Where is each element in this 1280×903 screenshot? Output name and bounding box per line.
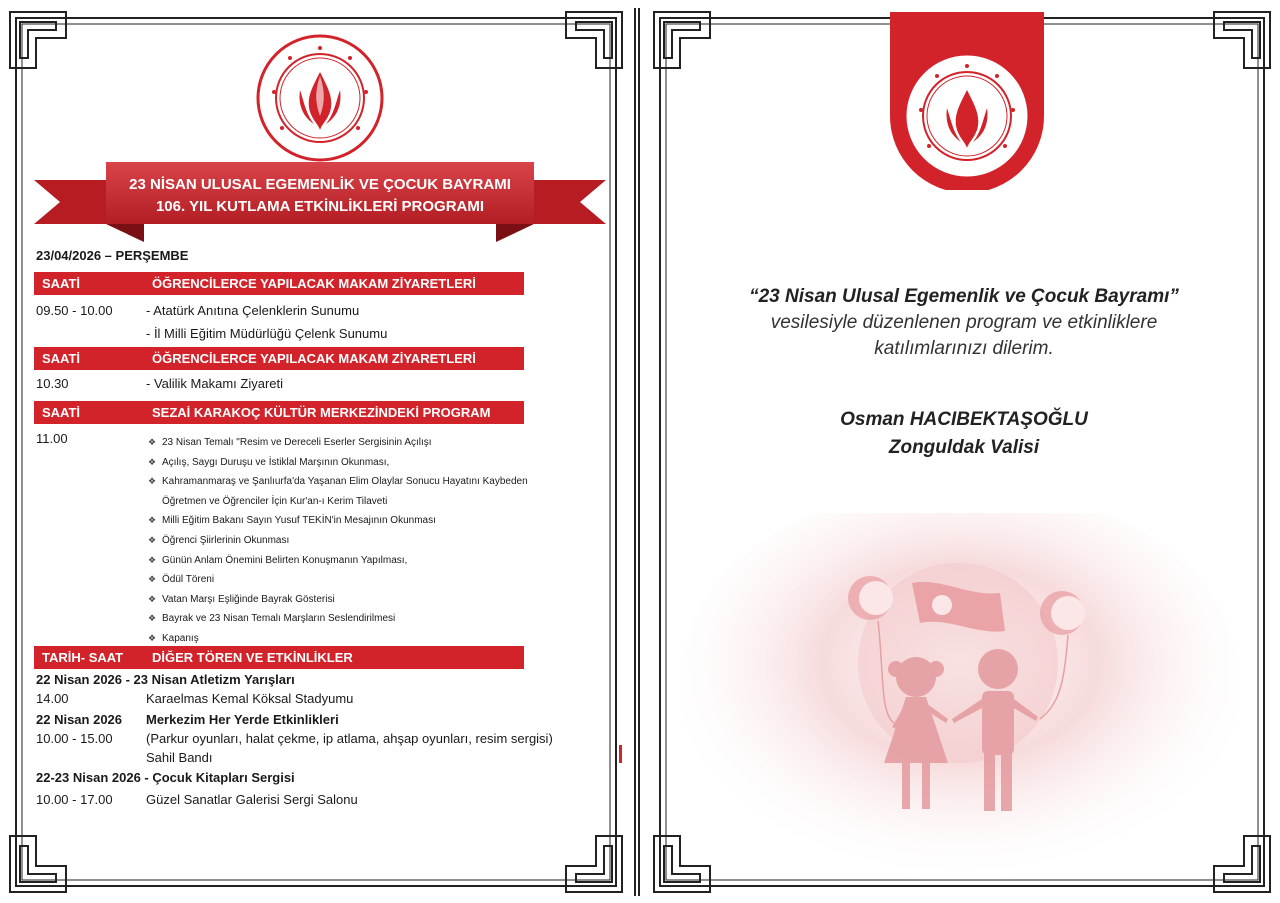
event-title: 22 Nisan 2026 - 23 Nisan Atletizm Yarışları (36, 672, 295, 687)
section-col-title: DİĞER TÖREN VE ETKİNLİKLER (152, 650, 353, 665)
section-col-time: SAATİ (42, 405, 81, 420)
program-title-line1: 23 NİSAN ULUSAL EGEMENLİK VE ÇOCUK BAYRAMI (129, 176, 511, 193)
list-item: ❖ Milli Eğitim Bakanı Sayın Yusuf TEKİN'in Mesajının Okunması (148, 511, 588, 531)
section-header-visits-1 (34, 272, 524, 295)
event-time: 10.00 - 15.00 (36, 731, 113, 746)
children-flag-illustration (680, 513, 1240, 883)
list-item: ❖ Kahramanmaraş ve Şanlıurfa'da Yaşanan Elim Olaylar Sonucu Hayatını Kaybeden (148, 472, 588, 492)
list-item: ❖ Vatan Marşı Eşliğinde Bayrak Gösterisi (148, 590, 588, 610)
signer-title: Zonguldak Valisi (888, 437, 1040, 458)
s1-item: - Atatürk Anıtına Çelenklerin Sunumu (146, 303, 360, 318)
ceremony-program-list (148, 433, 588, 649)
event-description: (Parkur oyunları, halat çekme, ip atlama, ahşap oyunları, resim sergisi) (146, 731, 553, 746)
signature-block (690, 406, 1238, 462)
section-col-date-time: TARİH- SAAT (42, 650, 124, 665)
signer-name: Osman HACIBEKTAŞOĞLU (840, 409, 1088, 430)
invitation-message (690, 284, 1238, 362)
s1-time: 09.50 - 10.00 (36, 303, 113, 318)
section-col-title: ÖĞRENCİLERCE YAPILACAK MAKAM ZİYARETLERİ (152, 276, 476, 291)
s1-item: - İl Milli Eğitim Müdürlüğü Çelenk Sunumu (146, 326, 388, 341)
event-location: Sahil Bandı (146, 750, 213, 765)
event-location: Güzel Sanatlar Galerisi Sergi Salonu (146, 792, 358, 807)
program-title (106, 174, 534, 218)
event-location: Karaelmas Kemal Köksal Stadyumu (146, 691, 354, 706)
list-item: ❖ Ödül Töreni (148, 570, 588, 590)
event-title: 22-23 Nisan 2026 - Çocuk Kitapları Sergisi (36, 770, 295, 785)
spine-divider (634, 8, 640, 896)
list-item: ❖ Günün Anlam Önemini Belirten Konuşmanın Yapılması, (148, 551, 588, 571)
message-page (650, 8, 1274, 896)
section-col-time: SAATİ (42, 276, 81, 291)
message-line: “23 Nisan Ulusal Egemenlik ve Çocuk Bayramı” (749, 286, 1179, 307)
program-page (6, 8, 626, 896)
section-header-culture-center (34, 401, 524, 424)
event-time: 14.00 (36, 691, 69, 706)
message-line: katılımlarınızı dilerim. (874, 338, 1054, 359)
list-item: ❖ Kapanış (148, 629, 588, 649)
governorship-seal (254, 32, 386, 164)
list-item: ❖ Açılış, Saygı Duruşu ve İstiklal Marşının Okunması, (148, 453, 588, 473)
program-title-line2: 106. YIL KUTLAMA ETKİNLİKLERİ PROGRAMI (155, 198, 485, 215)
list-item: ❖ Bayrak ve 23 Nisan Temalı Marşların Seslendirilmesi (148, 609, 588, 629)
s2-item: - Valilik Makamı Ziyareti (146, 376, 284, 391)
list-item: Öğretmen ve Öğrenciler İçin Kur'an-ı Kerim Tilaveti (162, 495, 388, 507)
event-time: 10.00 - 17.00 (36, 792, 113, 807)
message-line: vesilesiyle düzenlenen program ve etkinliklere (770, 312, 1158, 333)
section-col-title: SEZAİ KARAKOÇ KÜLTÜR MERKEZİNDEKİ PROGRAM (152, 405, 491, 420)
event-date: 22 Nisan 2026 (36, 712, 123, 727)
section-header-visits-2 (34, 347, 524, 370)
seal-tab (890, 12, 1044, 190)
event-title: Merkezim Her Yerde Etkinlikleri (146, 712, 339, 727)
section-col-title: ÖĞRENCİLERCE YAPILACAK MAKAM ZİYARETLERİ (152, 351, 476, 366)
list-item: ❖ Öğrenci Şiirlerinin Okunması (148, 531, 588, 551)
section-header-other-events (34, 646, 524, 669)
spine-mark (619, 745, 622, 763)
s2-time: 10.30 (36, 376, 69, 391)
program-date: 23/04/2026 – PERŞEMBE (36, 248, 189, 263)
list-item: ❖ 23 Nisan Temalı "Resim ve Dereceli Eserler Sergisinin Açılışı (148, 433, 588, 453)
s3-time: 11.00 (36, 431, 68, 446)
section-col-time: SAATİ (42, 351, 81, 366)
